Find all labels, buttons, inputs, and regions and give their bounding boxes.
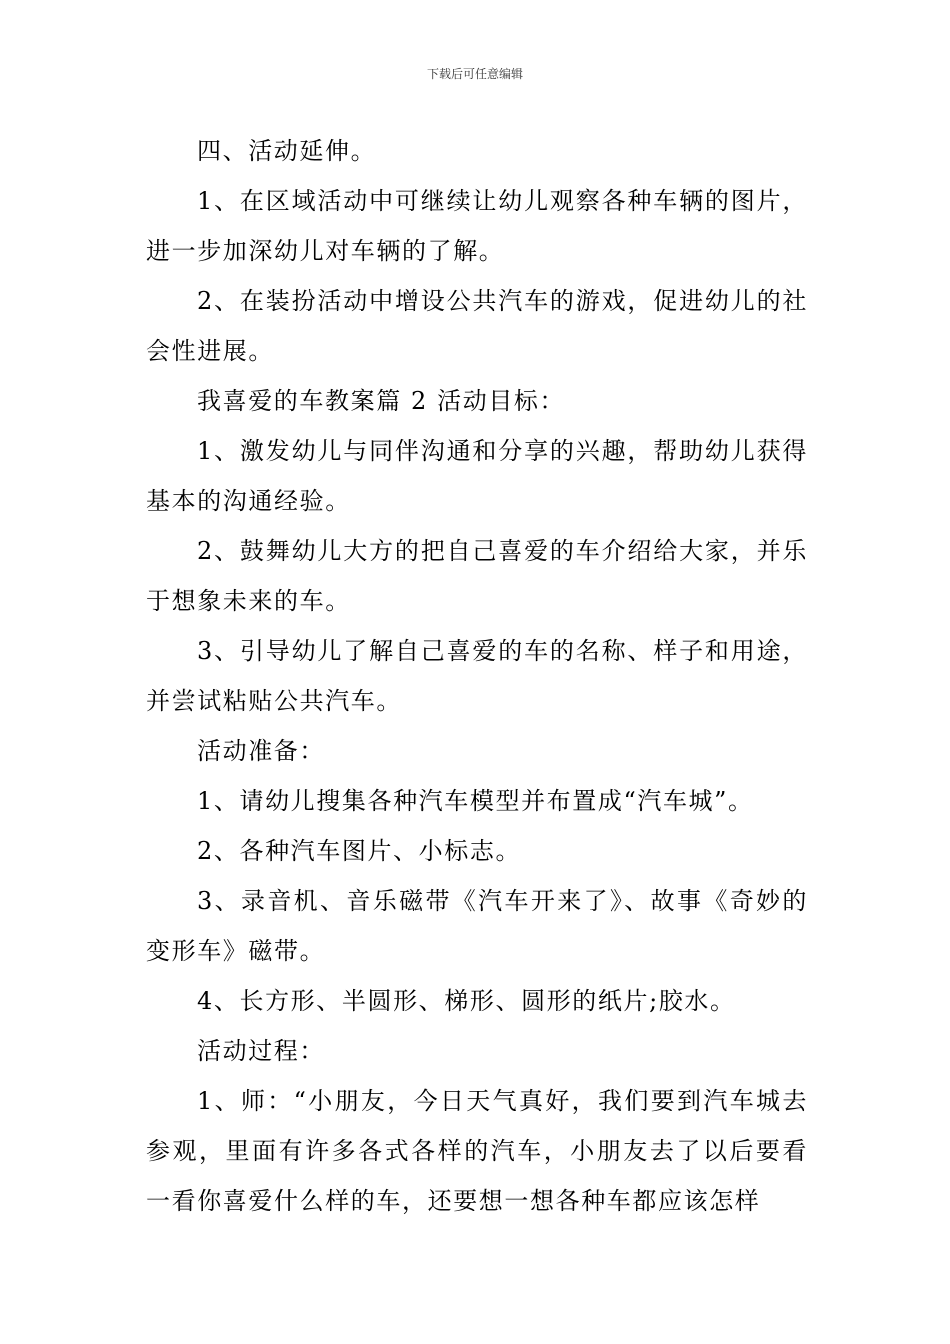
paragraph-extension-item-1: 1、在区域活动中可继续让幼儿观察各种车辆的图片，进一步加深幼儿对车辆的了解。 [146, 187, 808, 265]
page-header-note: 下载后可任意编辑 [426, 67, 523, 81]
document-body [146, 126, 808, 1226]
paragraph-goal-item-3: 3、引导幼儿了解自己喜爱的车的名称、样子和用途，并尝试粘贴公共汽车。 [146, 637, 808, 715]
paragraph-preparation-item-4: 4、长方形、半圆形、梯形、圆形的纸片;胶水。 [197, 987, 736, 1015]
paragraph-process-heading: 活动过程： [197, 1037, 325, 1065]
paragraph-activity-extension-heading: 四、活动延伸。 [197, 137, 377, 165]
paragraph-process-item-1: 1、师：“小朋友，今日天气真好，我们要到汽车城去参观，里面有许多各式各样的汽车，小朋友去了以后要看一看你喜爱什么样的车，还要想一想各种车都应该怎样 [146, 1087, 808, 1215]
paragraph-extension-item-2: 2、在装扮活动中增设公共汽车的游戏，促进幼儿的社会性进展。 [146, 287, 808, 365]
paragraph-preparation-heading: 活动准备： [197, 737, 325, 765]
paragraph-goal-item-1: 1、激发幼儿与同伴沟通和分享的兴趣，帮助幼儿获得基本的沟通经验。 [146, 437, 808, 515]
paragraph-goal-item-2: 2、鼓舞幼儿大方的把自己喜爱的车介绍给大家，并乐于想象未来的车。 [146, 537, 808, 615]
paragraph-preparation-item-1: 1、请幼儿搜集各种汽车模型并布置成“汽车城”。 [197, 787, 754, 815]
paragraph-preparation-item-3: 3、录音机、音乐磁带《汽车开来了》、故事《奇妙的变形车》磁带。 [146, 887, 808, 965]
paragraph-preparation-item-2: 2、各种汽车图片、小标志。 [197, 837, 522, 865]
paragraph-lesson-2-goals-heading: 我喜爱的车教案篇 2 活动目标： [197, 387, 566, 415]
